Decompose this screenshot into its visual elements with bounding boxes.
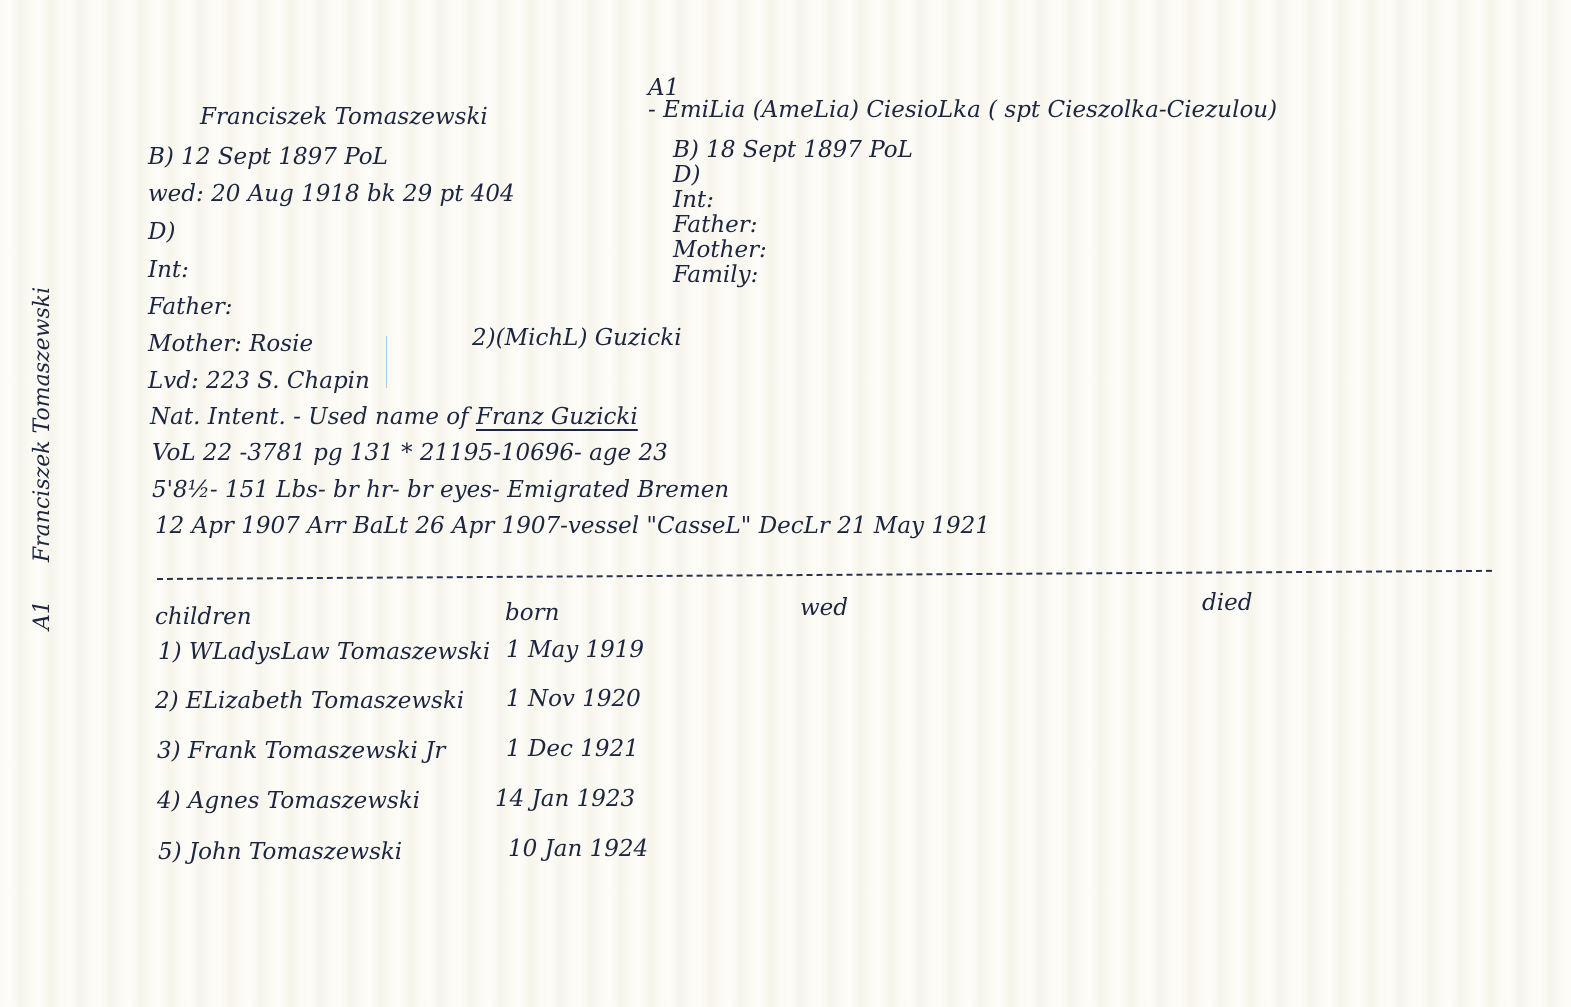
wife-interment: Int: <box>673 187 714 213</box>
child-born: 14 Jan 1923 <box>495 786 636 812</box>
header-died: died <box>1202 590 1253 616</box>
child-born: 10 Jan 1924 <box>508 836 649 862</box>
dashed-separator <box>157 570 1492 580</box>
wife-code: A1 <box>648 75 680 101</box>
child-name: 1) WLadysLaw Tomaszewski <box>158 639 491 665</box>
wife-father: Father: <box>673 212 758 238</box>
husband-mother: Mother: Rosie <box>148 331 314 357</box>
husband-lived: Lvd: 223 S. Chapin <box>148 368 370 394</box>
husband-interment: Int: <box>148 257 189 283</box>
wife-family: Family: <box>673 262 759 288</box>
husband-died: D) <box>148 219 176 245</box>
sidebar-label <box>30 287 55 630</box>
husband-voyage: 12 Apr 1907 Arr BaLt 26 Apr 1907-vessel "CasseL" DecLr 21 May 1921 <box>155 513 990 539</box>
header-children: children <box>155 604 252 630</box>
naturalization-prefix: Nat. Intent. - Used name of <box>150 404 469 430</box>
wife-born: B) 18 Sept 1897 PoL <box>673 137 913 163</box>
child-born: 1 May 1919 <box>506 637 645 663</box>
child-name: 5) John Tomaszewski <box>158 839 403 865</box>
pen-mark <box>386 336 387 388</box>
husband-born: B) 12 Sept 1897 PoL <box>148 144 388 170</box>
husband-name: Franciszek Tomaszewski <box>200 104 488 130</box>
husband-father: Father: <box>148 294 233 320</box>
husband-physical: 5'8½- 151 Lbs- br hr- br eyes- Emigrated Bremen <box>152 477 730 503</box>
naturalization-name: Franz Guzicki <box>475 404 638 430</box>
header-wed: wed <box>800 595 849 621</box>
child-born: 1 Nov 1920 <box>506 686 641 712</box>
sidebar-code: A1 <box>30 600 55 630</box>
husband-naturalization <box>150 406 638 429</box>
child-name: 4) Agnes Tomaszewski <box>157 788 421 814</box>
child-name: 3) Frank Tomaszewski Jr <box>157 738 446 764</box>
header-born: born <box>505 600 560 626</box>
child-born: 1 Dec 1921 <box>506 736 639 762</box>
husband-stepfather: 2)(MichL) Guzicki <box>472 325 682 351</box>
sidebar-name: Franciszek Tomaszewski <box>30 286 55 563</box>
wife-died: D) <box>673 162 701 188</box>
husband-vol-line: VoL 22 -3781 pg 131 * 21195-10696- age 23 <box>152 440 668 466</box>
wife-name: - EmiLia (AmeLia) CiesioLka ( spt Cieszolka-Ciezulou) <box>648 97 1278 123</box>
husband-wed: wed: 20 Aug 1918 bk 29 pt 404 <box>148 181 515 207</box>
child-name: 2) ELizabeth Tomaszewski <box>155 688 465 714</box>
wife-mother: Mother: <box>673 237 767 263</box>
